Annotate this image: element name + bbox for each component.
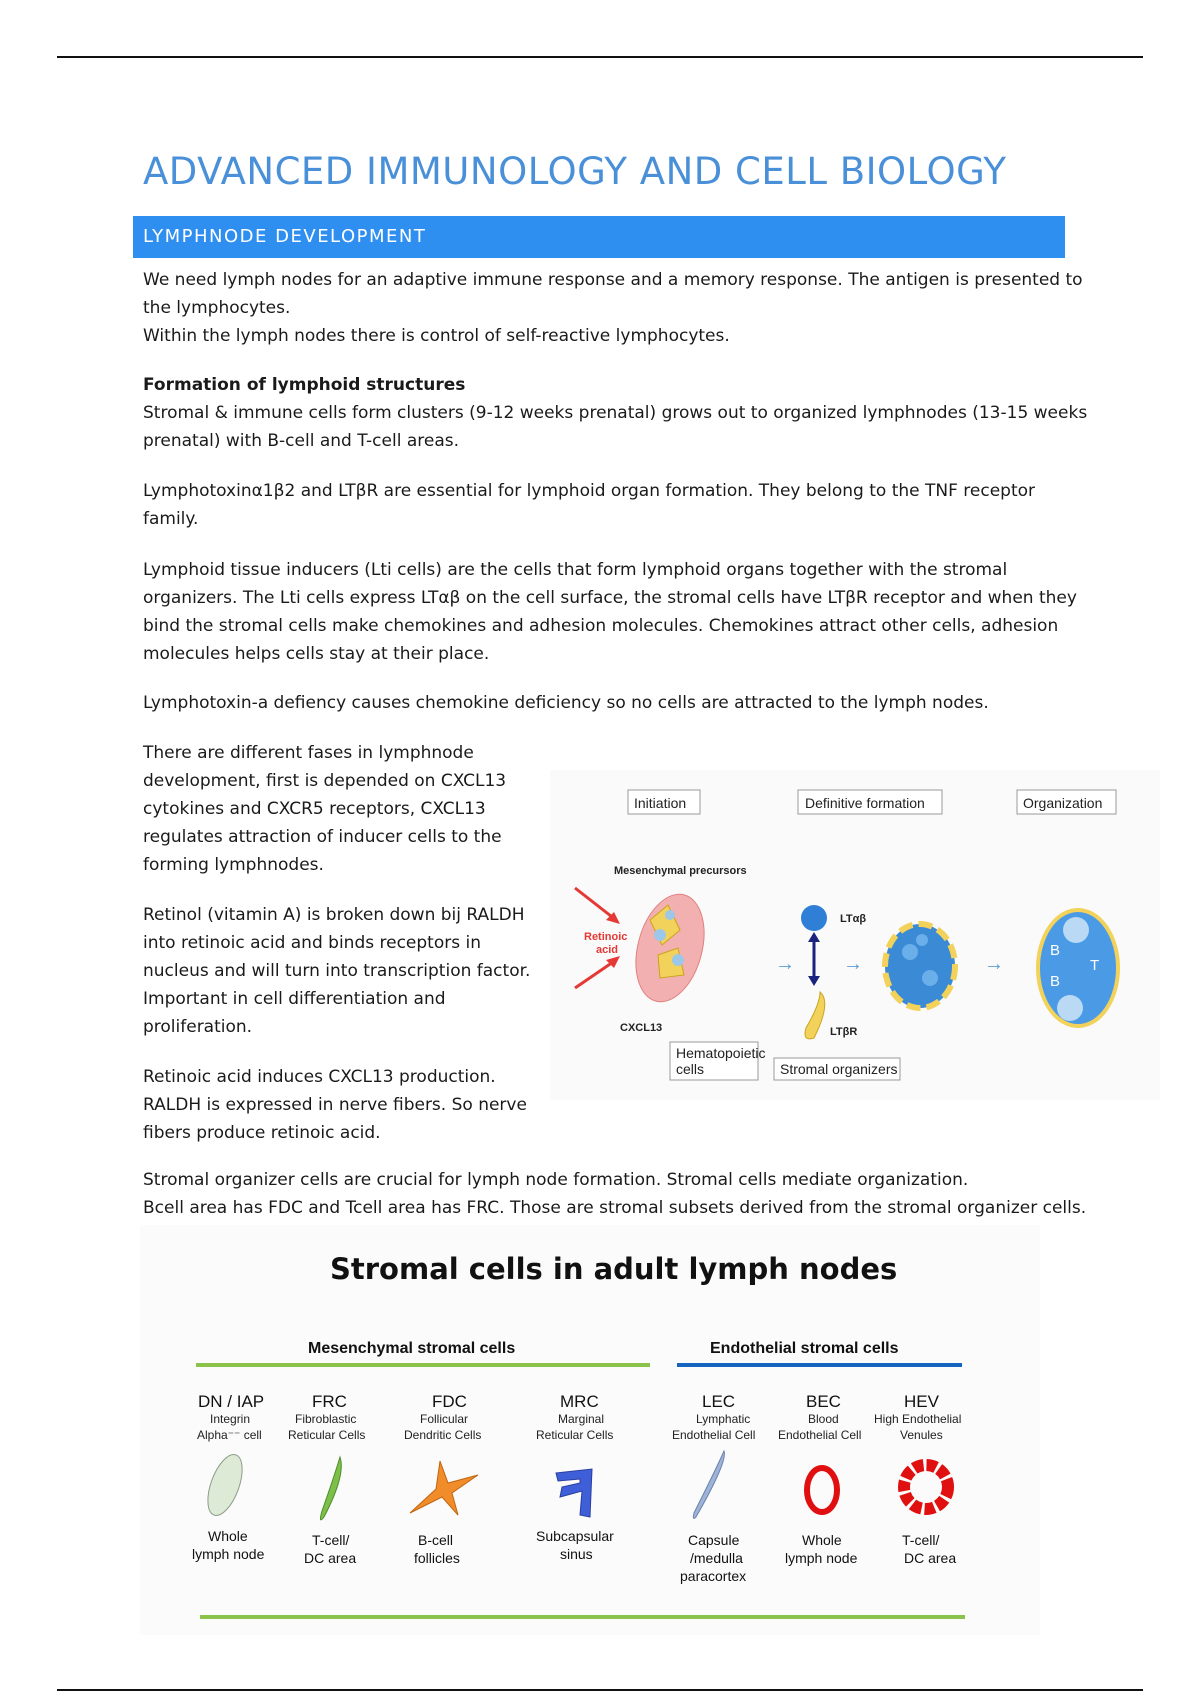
definitive-label: Definitive formation [805, 795, 925, 811]
text-line: into retinoic acid and binds receptors in [143, 933, 481, 953]
formation-paragraph [143, 371, 1087, 455]
text-line: Lymphoid tissue inducers (Lti cells) are the cells that form lymphoid organs together with the stromal [143, 560, 1008, 580]
text-line: fibers produce retinoic acid. [143, 1123, 381, 1143]
cell-location: paracortex [680, 1568, 747, 1584]
b-area-label: B [1050, 973, 1061, 990]
cell-subtitle: Alpha⁻⁻ cell [197, 1428, 262, 1442]
text-line: Stromal organizer cells are crucial for lymph node formation. Stromal cells mediate organization. [143, 1170, 969, 1190]
cell-location: /medulla [690, 1550, 743, 1566]
text-line: Stromal & immune cells form clusters (9-12 weeks prenatal) grows out to organized lymphnodes (13-15 weeks [143, 403, 1088, 423]
cell-subtitle: Blood [808, 1412, 839, 1426]
cell-location: follicles [414, 1550, 460, 1566]
cell-subtitle: Fibroblastic [295, 1412, 357, 1426]
cell-name: FDC [432, 1392, 467, 1411]
section-header-label: LYMPHNODE DEVELOPMENT [143, 226, 427, 247]
text-line: regulates attraction of inducer cells to the [143, 827, 502, 847]
text-line: We need lymph nodes for an adaptive immune response and a memory response. The antigen is presented to [143, 270, 1083, 290]
arrow-right-icon: → [775, 953, 795, 975]
cell-location: DC area [304, 1550, 357, 1566]
text-line: the lymphocytes. [143, 298, 291, 318]
cell-subtitle: Venules [900, 1428, 943, 1442]
text-line: organizers. The Lti cells express LTαβ on the cell surface, the stromal cells have LTβR receptor and when they [143, 588, 1077, 608]
retinol-paragraph [143, 901, 530, 1041]
follicle-icon [1063, 917, 1089, 943]
acid-label: acid [596, 944, 619, 956]
hematopoietic-cell-icon [665, 910, 675, 920]
b-area-label: B [1050, 942, 1061, 959]
text-line: Important in cell differentiation and [143, 989, 446, 1009]
cell-location: DC area [904, 1550, 957, 1566]
text-line: Retinoic acid induces CXCL13 production. [143, 1067, 496, 1087]
cell-subtitle: Integrin [210, 1412, 251, 1426]
cell-location: Subcapsular [536, 1528, 614, 1544]
cxcl13-label: CXCL13 [620, 1022, 663, 1034]
text-line: family. [143, 509, 199, 529]
cell-name: DN / IAP [198, 1392, 265, 1411]
text-line: RALDH is expressed in nerve fibers. So nerve [143, 1095, 527, 1115]
stromal-organizers-label: Stromal organizers [780, 1061, 898, 1077]
cell-name: HEV [904, 1392, 939, 1411]
text-line: nucleus and will turn into transcription factor. [143, 961, 531, 981]
mesenchymal-header: Mesenchymal stromal cells [308, 1340, 516, 1357]
cell-location: T-cell/ [312, 1532, 350, 1548]
ltbr-label: LTβR [830, 1026, 858, 1038]
lti-paragraph [143, 556, 1077, 668]
cell-subtitle: Lymphatic [696, 1412, 751, 1426]
cell-location: B-cell [418, 1532, 454, 1548]
section-header [133, 216, 1065, 258]
text-line: Bcell area has FDC and Tcell area has FRC. Those are stromal subsets derived from the stromal organizer cells. [143, 1198, 1087, 1218]
text-line: prenatal) with B-cell and T-cell areas. [143, 431, 459, 451]
text-line: molecules helps cells stay at their place. [143, 644, 490, 664]
retinoic-paragraph [143, 1063, 527, 1147]
figure-title: Stromal cells in adult lymph nodes [330, 1252, 898, 1286]
arrow-right-icon: → [843, 953, 863, 975]
cell-location: Whole [208, 1528, 248, 1544]
stromal-paragraph [143, 1166, 1086, 1222]
text-line: There are different fases in lymphnode [143, 743, 474, 763]
cell-subtitle: Reticular Cells [288, 1428, 366, 1442]
t-area-label: T [1090, 957, 1100, 974]
hematopoietic-label: Hematopoietic [676, 1045, 766, 1061]
fases-paragraph [143, 739, 506, 879]
cell-subtitle: Marginal [558, 1412, 605, 1426]
cell-name: BEC [806, 1392, 841, 1411]
text-line: Lymphotoxinα1β2 and LTβR are essential for lymphoid organ formation. They belong to the TNF receptor [143, 481, 1036, 501]
cell-location: lymph node [785, 1550, 858, 1566]
cell-location: Whole [802, 1532, 842, 1548]
ltab-label: LTαβ [840, 913, 867, 925]
document-title: ADVANCED IMMUNOLOGY AND CELL BIOLOGY [143, 150, 1007, 193]
cell-icon [916, 934, 928, 946]
endothelial-header: Endothelial stromal cells [710, 1340, 899, 1357]
formation-heading: Formation of lymphoid structures [143, 375, 466, 395]
cell-name: MRC [560, 1392, 599, 1411]
hematopoietic-cell-icon [672, 954, 684, 966]
cell-subtitle: Endothelial Cell [672, 1428, 756, 1442]
initiation-label: Initiation [634, 795, 687, 811]
bottom-rule [57, 1689, 1143, 1691]
hematopoietic-cell-icon [654, 929, 666, 941]
cell-icon [922, 970, 938, 986]
cell-subtitle: Dendritic Cells [404, 1428, 482, 1442]
organization-label: Organization [1023, 795, 1103, 811]
cell-subtitle: Reticular Cells [536, 1428, 614, 1442]
mesenchymal-label: Mesenchymal precursors [614, 865, 747, 877]
cell-location: Capsule [688, 1532, 740, 1548]
text-line: Within the lymph nodes there is control of self-reactive lymphocytes. [143, 326, 730, 346]
text-line: forming lymphnodes. [143, 855, 324, 875]
retinoic-label: Retinoic [584, 931, 628, 943]
text-line: cytokines and CXCR5 receptors, CXCL13 [143, 799, 486, 819]
lymphnode-development-figure [550, 770, 1160, 1100]
lymphotoxin-paragraph [143, 477, 1035, 533]
cell-location: sinus [560, 1546, 593, 1562]
deficiency-paragraph: Lymphotoxin-a defiency causes chemokine deficiency so no cells are attracted to the lymph nodes. [143, 693, 989, 713]
top-rule [57, 56, 1143, 58]
text-line: proliferation. [143, 1017, 253, 1037]
text-line: development, first is depended on CXCL13 [143, 771, 507, 791]
arrow-right-icon: → [984, 953, 1004, 975]
follicle-icon [1057, 995, 1083, 1021]
text-line: bind the stromal cells make chemokines and adhesion molecules. Chemokines attract other cells, adhesion [143, 616, 1059, 636]
intro-paragraph [143, 266, 1083, 350]
ltab-cell-icon [801, 905, 827, 931]
cell-location: T-cell/ [902, 1532, 940, 1548]
cell-subtitle: Endothelial Cell [778, 1428, 862, 1442]
stromal-cells-figure [140, 1225, 1040, 1635]
cell-location: lymph node [192, 1546, 265, 1562]
cell-name: LEC [702, 1392, 736, 1411]
cell-icon [902, 944, 918, 960]
cells-label: cells [676, 1061, 705, 1077]
cell-subtitle: Follicular [420, 1412, 469, 1426]
cell-name: FRC [312, 1392, 347, 1411]
cell-subtitle: High Endothelial [874, 1412, 962, 1426]
text-line: Retinol (vitamin A) is broken down bij RALDH [143, 905, 525, 925]
